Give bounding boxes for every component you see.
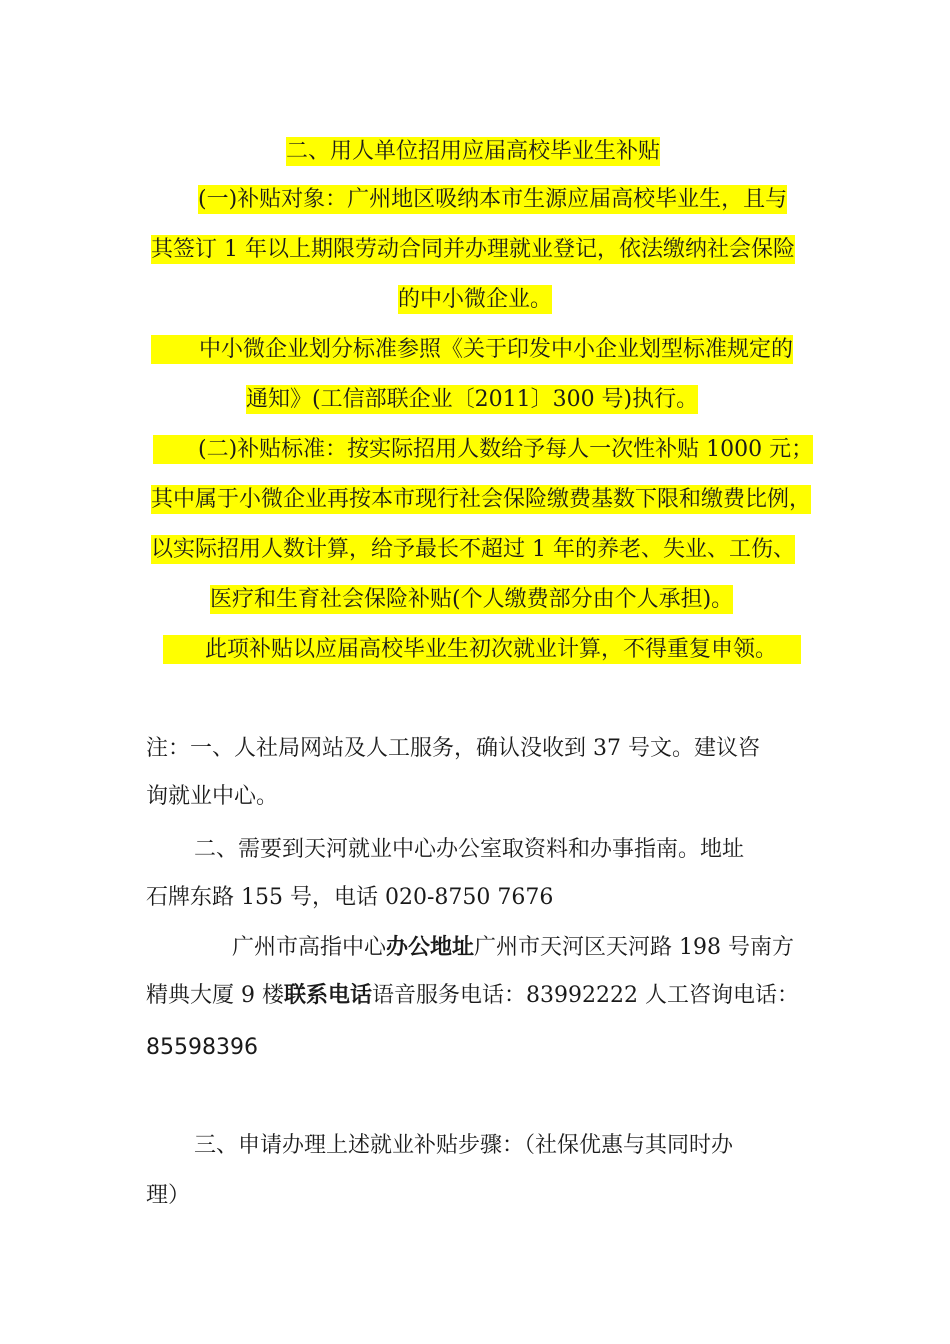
note-2-line-2: 石牌东路 155 号，电话 020-8750 7676 <box>146 885 554 910</box>
note-1-line-2: 询就业中心。 <box>146 784 279 809</box>
standard-reference-line-2: 通知》(工信部联企业〔2011〕300 号)执行。 <box>246 387 699 412</box>
note-2-line-1: 二、需要到天河就业中心办公室取资料和办事指南。地址 <box>194 837 745 862</box>
office-info-line-2: 精典大厦 9 楼联系电话语音服务电话：83992222 人工咨询电话： <box>146 983 799 1008</box>
subsidy-standard-line-3: 以实际招用人数计算，给予最长不超过 1 年的养老、失业、工伤、 <box>151 537 795 562</box>
office-info-line-3: 85598396 <box>146 1035 258 1060</box>
office-address-label: 办公地址 <box>386 935 475 960</box>
standard-reference-line-1: 中小微企业划分标准参照《关于印发中小企业划型标准规定的 <box>151 332 793 368</box>
subsidy-standard-line-4: 医疗和生育社会保险补贴(个人缴费部分由个人承担)。 <box>210 587 734 612</box>
note-3-line-1: 三、申请办理上述就业补贴步骤：（社保优惠与其同时办 <box>194 1133 734 1158</box>
note-1-line-1: 注：一、人社局网站及人工服务，确认没收到 37 号文。建议咨 <box>146 736 760 761</box>
office-contact-label: 联系电话 <box>283 983 372 1008</box>
subsidy-standard-line-1: (二)补贴标准：按实际招用人数给予每人一次性补贴 1000 元； <box>153 432 813 468</box>
subsidy-target-line-2: 其签订 1 年以上期限劳动合同并办理就业登记，依法缴纳社会保险 <box>151 237 795 262</box>
note-3-line-2: 理） <box>146 1183 191 1208</box>
office-info-line-1: 广州市高指中心办公地址广州市天河区天河路 198 号南方 <box>232 935 795 960</box>
subsidy-target-line-3: 的中小微企业。 <box>398 287 553 312</box>
subsidy-target-line-1: (一)补贴对象：广州地区吸纳本市生源应届高校毕业生，且与 <box>198 187 788 212</box>
no-duplicate-note: 此项补贴以应届高校毕业生初次就业计算，不得重复申领。 <box>163 632 801 668</box>
section-title: 二、用人单位招用应届高校毕业生补贴 <box>286 139 661 164</box>
subsidy-standard-line-2: 其中属于小微企业再按本市现行社会保险缴费基数下限和缴费比例， <box>151 487 812 512</box>
